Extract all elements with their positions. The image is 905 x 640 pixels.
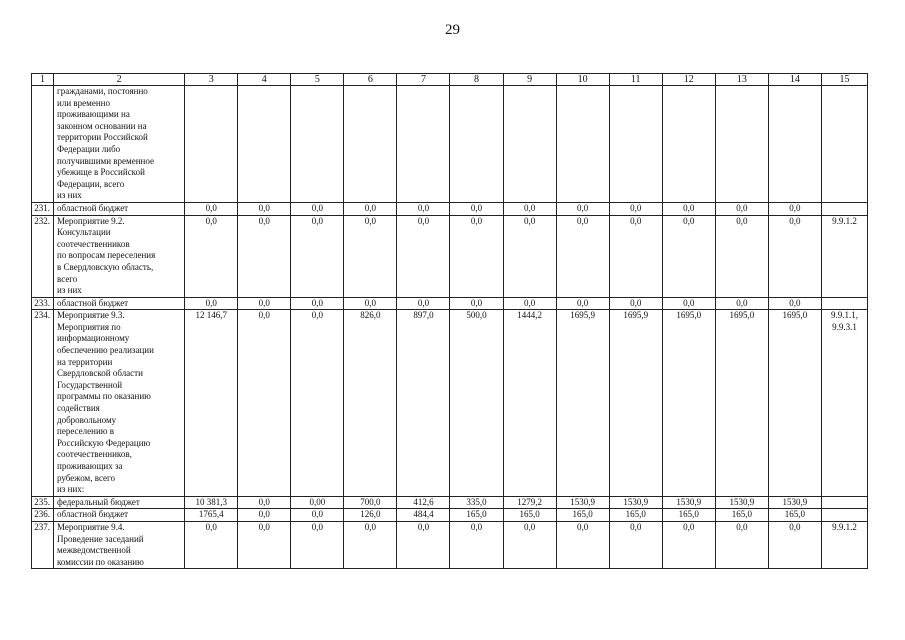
value-cell: 700,0 [344, 496, 397, 509]
value-cell: 0,0 [450, 521, 503, 568]
value-cell: 165,0 [768, 509, 821, 522]
description-line: областной бюджет [57, 509, 129, 520]
value-cell: 0,0 [185, 297, 238, 310]
description-line: получившими временное [57, 155, 154, 166]
value-cell: 1765,4 [185, 509, 238, 522]
value-cell: 0,0 [450, 215, 503, 297]
value-cell: 0,0 [609, 297, 662, 310]
value-cell: 0,0 [238, 297, 291, 310]
value-cell: 0,0 [503, 521, 556, 568]
row-number-cell: 231. [32, 202, 54, 215]
row-number-cell: 233. [32, 297, 54, 310]
value-cell: 0,0 [344, 215, 397, 297]
value-cell: 0,0 [450, 202, 503, 215]
value-cell: 0,0 [503, 297, 556, 310]
description-line: Федерации либо [57, 143, 121, 154]
value-cell: 1530,9 [609, 496, 662, 509]
value-cell: 165,0 [609, 509, 662, 522]
value-cell: 0,0 [397, 215, 450, 297]
table-row [32, 496, 868, 509]
header-cell: 14 [768, 74, 821, 86]
row-description-cell [54, 215, 185, 297]
row-description-cell [54, 310, 185, 497]
target-code-cell [821, 496, 867, 509]
value-cell: 165,0 [715, 509, 768, 522]
description-line: областной бюджет [57, 297, 129, 308]
header-cell: 4 [238, 74, 291, 86]
value-cell: 0,0 [238, 509, 291, 522]
table-row [32, 297, 868, 310]
value-cell: 0,0 [291, 509, 344, 522]
table-row [32, 202, 868, 215]
header-cell: 8 [450, 74, 503, 86]
value-cell: 1695,0 [715, 310, 768, 497]
header-cell: 2 [54, 74, 185, 86]
target-code-cell [821, 310, 867, 497]
value-cell [450, 86, 503, 203]
description-line: переселению в [57, 426, 114, 437]
table-row [32, 215, 868, 297]
description-line: в Свердловскую область, [57, 261, 154, 272]
value-cell: 1530,9 [556, 496, 609, 509]
value-cell: 0,0 [344, 521, 397, 568]
description-line: Мероприятие 9.2. [57, 215, 125, 226]
value-cell: 1444,2 [503, 310, 556, 497]
description-line: Консультации [57, 227, 111, 238]
description-line: федеральный бюджет [57, 496, 140, 507]
value-cell: 826,0 [344, 310, 397, 497]
value-cell: 0,0 [556, 521, 609, 568]
value-cell: 0,0 [185, 215, 238, 297]
value-cell: 1530,9 [768, 496, 821, 509]
value-cell: 165,0 [450, 509, 503, 522]
row-description-cell [54, 86, 185, 203]
description-line: рубежом, всего [57, 472, 116, 483]
target-code-cell [821, 86, 867, 203]
target-code-cell [821, 202, 867, 215]
target-code: 9.9.1.2 [832, 215, 857, 226]
value-cell: 0,0 [556, 202, 609, 215]
target-code: 9.9.1.2 [832, 521, 857, 532]
value-cell: 1279,2 [503, 496, 556, 509]
description-line: проживающими на [57, 109, 130, 120]
header-cell: 1 [32, 74, 54, 86]
description-line: или временно [57, 97, 110, 108]
table-row [32, 310, 868, 497]
value-cell: 0,0 [397, 521, 450, 568]
value-cell: 0,0 [556, 297, 609, 310]
description-line: на территории [57, 356, 113, 367]
description-line: Государственной [57, 379, 123, 390]
value-cell: 0,0 [768, 202, 821, 215]
target-code-cell [821, 215, 867, 297]
value-cell: 0,0 [715, 521, 768, 568]
value-cell: 0,00 [291, 496, 344, 509]
row-number-cell: 235. [32, 496, 54, 509]
value-cell [238, 86, 291, 203]
value-cell [291, 86, 344, 203]
value-cell: 0,0 [291, 310, 344, 497]
description-line: межведомственной [57, 545, 131, 556]
value-cell: 0,0 [185, 521, 238, 568]
budget-table [31, 73, 868, 569]
row-number-cell: 234. [32, 310, 54, 497]
description-line: из них [57, 285, 82, 296]
value-cell: 0,0 [344, 297, 397, 310]
table-row [32, 509, 868, 522]
value-cell: 0,0 [238, 496, 291, 509]
header-cell: 11 [609, 74, 662, 86]
target-code: 9.9.1.1, [830, 310, 858, 321]
header-cell: 15 [821, 74, 867, 86]
description-line: законном основании на [57, 120, 147, 131]
target-code: 9.9.3.1 [832, 321, 857, 332]
row-number-cell [32, 86, 54, 203]
value-cell [609, 86, 662, 203]
value-cell: 335,0 [450, 496, 503, 509]
row-number-cell: 232. [32, 215, 54, 297]
row-number-cell: 236. [32, 509, 54, 522]
value-cell: 0,0 [291, 215, 344, 297]
value-cell: 0,0 [662, 297, 715, 310]
value-cell: 0,0 [768, 215, 821, 297]
header-cell: 13 [715, 74, 768, 86]
value-cell: 0,0 [185, 202, 238, 215]
description-line: территории Российской [57, 132, 148, 143]
value-cell: 1530,9 [662, 496, 715, 509]
value-cell: 0,0 [768, 521, 821, 568]
description-line: добровольному [57, 414, 117, 425]
description-line: Мероприятие 9.3. [57, 310, 125, 321]
row-description-cell [54, 496, 185, 509]
row-description-cell [54, 202, 185, 215]
value-cell [768, 86, 821, 203]
value-cell: 484,4 [397, 509, 450, 522]
description-line: из них [57, 190, 82, 201]
page-number: 29 [445, 22, 460, 38]
description-line: соотечественников [57, 238, 130, 249]
value-cell: 1530,9 [715, 496, 768, 509]
description-line: Проведение заседаний [57, 533, 144, 544]
description-line: из них: [57, 484, 85, 495]
row-number-cell: 237. [32, 521, 54, 568]
value-cell: 0,0 [291, 297, 344, 310]
value-cell: 1695,0 [768, 310, 821, 497]
value-cell: 12 146,7 [185, 310, 238, 497]
value-cell: 1695,0 [662, 310, 715, 497]
value-cell [185, 86, 238, 203]
header-cell: 9 [503, 74, 556, 86]
value-cell: 126,0 [344, 509, 397, 522]
value-cell: 0,0 [450, 297, 503, 310]
value-cell: 0,0 [397, 202, 450, 215]
header-cell: 7 [397, 74, 450, 86]
value-cell: 0,0 [238, 215, 291, 297]
value-cell: 0,0 [662, 202, 715, 215]
value-cell: 0,0 [238, 310, 291, 497]
description-line: Мероприятия по [57, 321, 121, 332]
value-cell: 500,0 [450, 310, 503, 497]
value-cell: 0,0 [715, 215, 768, 297]
header-cell: 10 [556, 74, 609, 86]
value-cell: 165,0 [662, 509, 715, 522]
description-line: по вопросам переселения [57, 250, 156, 261]
value-cell: 412,6 [397, 496, 450, 509]
value-cell: 0,0 [768, 297, 821, 310]
value-cell: 10 381,3 [185, 496, 238, 509]
description-line: гражданами, постоянно [57, 86, 148, 96]
value-cell: 0,0 [715, 297, 768, 310]
description-line: программы по оказанию [57, 391, 151, 402]
value-cell: 0,0 [503, 202, 556, 215]
row-description-cell [54, 297, 185, 310]
value-cell: 0,0 [397, 297, 450, 310]
value-cell: 0,0 [503, 215, 556, 297]
value-cell [344, 86, 397, 203]
description-line: проживающих за [57, 461, 123, 471]
value-cell [503, 86, 556, 203]
value-cell: 165,0 [503, 509, 556, 522]
value-cell [556, 86, 609, 203]
description-line: Российскую Федерацию [57, 437, 151, 448]
description-line: информационному [57, 333, 130, 344]
table-row [32, 521, 868, 568]
description-line: Федерации, всего [57, 178, 125, 189]
header-cell: 12 [662, 74, 715, 86]
header-cell: 5 [291, 74, 344, 86]
value-cell [715, 86, 768, 203]
header-cell: 6 [344, 74, 397, 86]
value-cell: 165,0 [556, 509, 609, 522]
header-cell: 3 [185, 74, 238, 86]
value-cell: 1695,9 [609, 310, 662, 497]
value-cell: 0,0 [238, 202, 291, 215]
value-cell [662, 86, 715, 203]
value-cell: 0,0 [556, 215, 609, 297]
value-cell: 0,0 [609, 202, 662, 215]
description-line: всего [57, 273, 78, 284]
value-cell: 0,0 [291, 202, 344, 215]
value-cell: 0,0 [662, 521, 715, 568]
target-code-cell [821, 521, 867, 568]
value-cell: 0,0 [344, 202, 397, 215]
value-cell: 0,0 [662, 215, 715, 297]
row-description-cell [54, 509, 185, 522]
table-row [32, 86, 868, 203]
target-code-cell [821, 297, 867, 310]
description-line: Свердловской области [57, 368, 143, 379]
description-line: Мероприятие 9.4. [57, 521, 125, 532]
description-line: содействия [57, 403, 100, 414]
value-cell: 897,0 [397, 310, 450, 497]
target-code-cell [821, 509, 867, 522]
value-cell: 0,0 [291, 521, 344, 568]
description-line: соотечественников, [57, 449, 132, 460]
value-cell: 0,0 [715, 202, 768, 215]
value-cell [397, 86, 450, 203]
value-cell: 1695,9 [556, 310, 609, 497]
value-cell: 0,0 [238, 521, 291, 568]
description-line: убежище в Российской [57, 167, 145, 178]
description-line: обеспечению реализации [57, 345, 154, 356]
description-line: областной бюджет [57, 202, 129, 213]
header-row [32, 74, 868, 86]
description-line: комиссии по оказанию [57, 556, 144, 567]
row-description-cell [54, 521, 185, 568]
value-cell: 0,0 [609, 215, 662, 297]
value-cell: 0,0 [609, 521, 662, 568]
